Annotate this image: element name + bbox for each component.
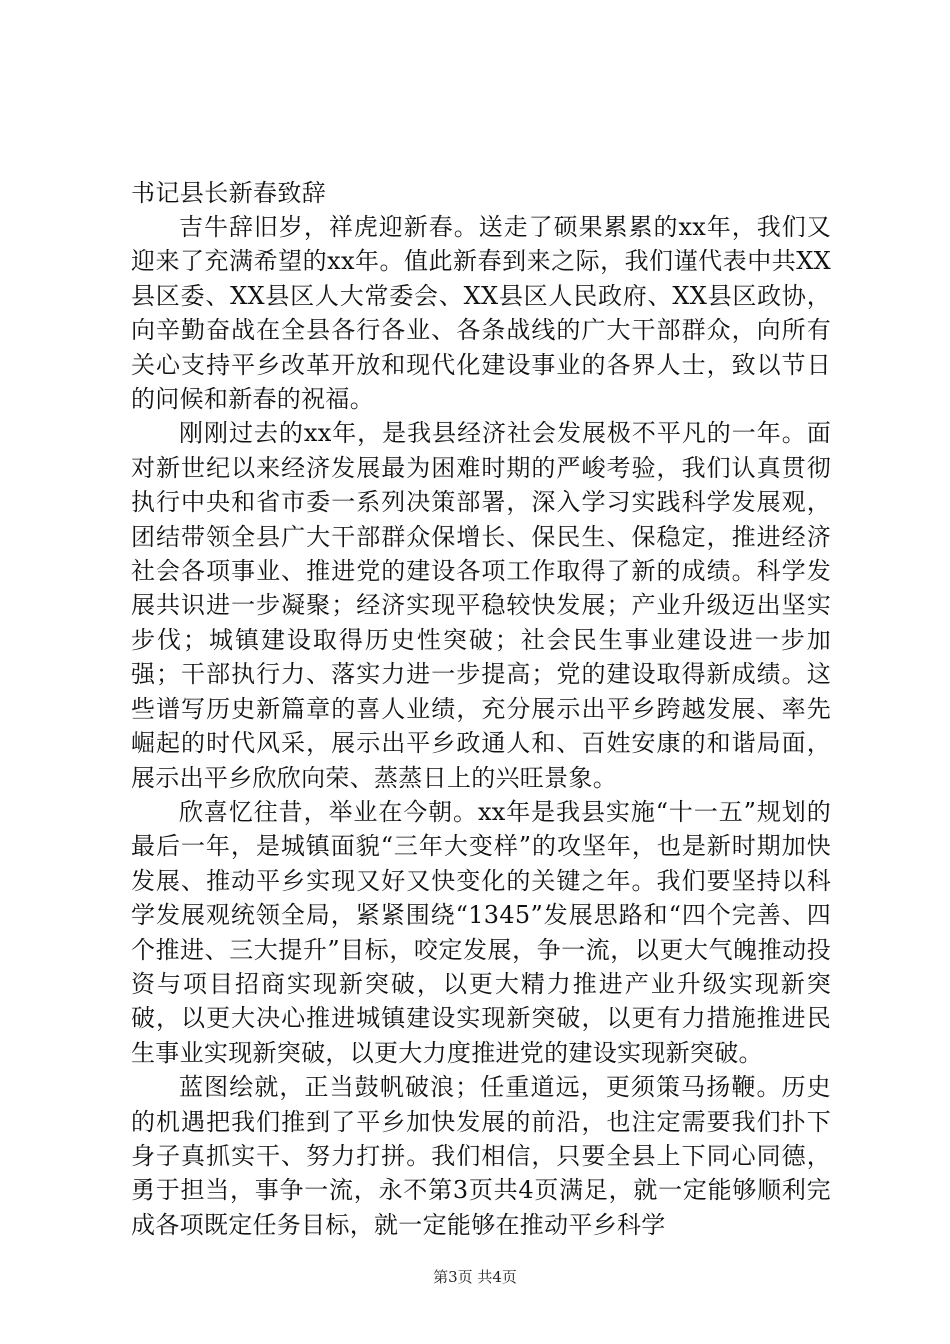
paragraph-1: 吉牛辞旧岁，祥虎迎新春。送走了硕果累累的xx年，我们又迎来了充满希望的xx年。值此新春到来之际，我们谨代表中共XX县区委、XX县区人大常委会、XX县区人民政府、XX县区政协，向辛勤奋战在全县各行各业、各条战线的广大干部群众，向所有关心支持平乡改革开放和现代化建设事业的各界人士，致以节日的问候和新春的祝福。 xyxy=(131,213,831,414)
page-number-footer: 第3页 共4页 xyxy=(433,1268,517,1286)
document-body xyxy=(131,176,831,1242)
paragraph-2: 刚刚过去的xx年，是我县经济社会发展极不平凡的一年。面对新世纪以来经济发展最为困难时期的严峻考验，我们认真贯彻执行中央和省市委一系列决策部署，深入学习实践科学发展观，团结带领全县广大干部群众保增长、保民生、保稳定，推进经济社会各项事业、推进党的建设各项工作取得了新的成绩。科学发展共识进一步凝聚；经济实现平稳较快发展；产业升级迈出坚实步伐；城镇建设取得历史性突破；社会民生事业建设进一步加强；干部执行力、落实力进一步提高；党的建设取得新成绩。这些谱写历史新篇章的喜人业绩，充分展示出平乡跨越发展、率先崛起的时代风采，展示出平乡政通人和、百姓安康的和谐局面，展示出平乡欣欣向荣、蒸蒸日上的兴旺景象。 xyxy=(131,419,831,792)
document-title: 书记县长新春致辞 xyxy=(131,179,327,207)
paragraph-4: 蓝图绘就，正当鼓帆破浪；任重道远，更须策马扬鞭。历史的机遇把我们推到了平乡加快发展的前沿，也注定需要我们扑下身子真抓实干、努力打拼。我们相信，只要全县上下同心同德，勇于担当，事争一流，永不第3页共4页满足，就一定能够顺利完成各项既定任务目标，就一定能够在推动平乡科学 xyxy=(131,1073,831,1239)
paragraph-3: 欣喜忆往昔，举业在今朝。xx年是我县实施“十一五”规划的最后一年，是城镇面貌“三年大变样”的攻坚年，也是新时期加快发展、推动平乡实现又好又快变化的关键之年。我们要坚持以科学发展观统领全局，紧紧围绕“1345”发展思路和“四个完善、四个推进、三大提升”目标，咬定发展，争一流，以更大气魄推动投资与项目招商实现新突破，以更大精力推进产业升级实现新突破，以更大决心推进城镇建设实现新突破，以更有力措施推进民生事业实现新突破，以更大力度推进党的建设实现新突破。 xyxy=(131,797,831,1067)
